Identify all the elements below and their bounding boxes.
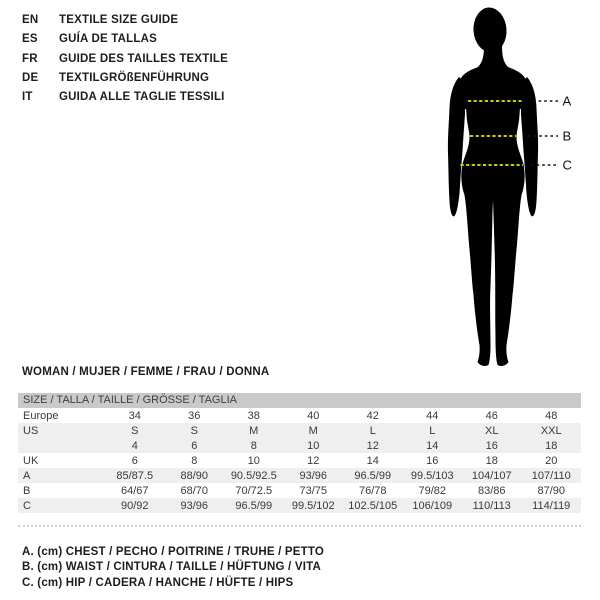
size-cell: 110/113 — [472, 499, 511, 512]
size-cell: 107/110 — [531, 469, 571, 482]
size-table — [18, 393, 581, 513]
table-row — [18, 423, 581, 438]
measure-label-b: B — [562, 128, 572, 144]
row-label: A — [23, 469, 31, 482]
silhouette-right-arm — [521, 77, 539, 216]
size-cell: 85/87.5 — [116, 469, 154, 482]
table-row — [18, 498, 581, 513]
size-cell: 16 — [426, 454, 439, 467]
row-label: B — [23, 484, 31, 497]
legend-line: A. (cm) CHEST / PECHO / POITRINE / TRUHE / PETTO — [22, 546, 325, 558]
size-cell: 99.5/102 — [291, 499, 335, 512]
row-label: UK — [23, 454, 39, 467]
size-cell: 6 — [131, 454, 138, 467]
language-title: GUÍA DE TALLAS — [59, 33, 157, 46]
size-cell: 93/96 — [299, 469, 328, 482]
language-code: IT — [22, 91, 33, 104]
size-cell: 46 — [485, 409, 498, 422]
row-label: Europe — [23, 409, 59, 422]
size-cell: 64/67 — [120, 484, 149, 497]
measure-label-a: A — [562, 93, 572, 109]
gender-heading: WOMAN / MUJER / FEMME / FRAU / DONNA — [22, 366, 270, 378]
legend-line: B. (cm) WAIST / CINTURA / TAILLE / HÜFTUNG / VITA — [22, 561, 321, 574]
size-cell: XXL — [540, 424, 562, 437]
size-table-body — [18, 408, 581, 513]
language-title: GUIDA ALLE TAGLIE TESSILI — [59, 91, 225, 104]
size-cell: 73/75 — [299, 484, 328, 497]
size-cell: M — [249, 424, 259, 437]
language-title: TEXTILGRÖßENFÜHRUNG — [59, 71, 210, 84]
size-cell: L — [369, 424, 376, 437]
language-row — [22, 69, 228, 88]
size-cell: XL — [485, 424, 499, 437]
dotted-divider — [18, 525, 581, 527]
size-cell: 48 — [545, 409, 558, 422]
legend-line: C. (cm) HIP / CADERA / HANCHE / HÜFTE / HIPS — [22, 576, 294, 589]
size-cell: L — [429, 424, 436, 437]
language-row — [22, 88, 228, 107]
size-cell: 18 — [545, 439, 558, 452]
row-label: US — [23, 424, 39, 437]
size-cell: 36 — [188, 409, 201, 422]
size-cell: 114/119 — [532, 499, 571, 512]
size-cell: 96.5/99 — [235, 499, 273, 512]
size-cell: 10 — [307, 439, 320, 452]
size-cell: 70/72.5 — [235, 484, 273, 497]
language-list — [22, 11, 228, 107]
size-cell: 104/107 — [471, 469, 512, 482]
size-cell: 83/86 — [477, 484, 506, 497]
size-cell: 79/82 — [418, 484, 447, 497]
table-row — [18, 453, 581, 468]
size-cell: 16 — [485, 439, 498, 452]
size-cell: 87/90 — [537, 484, 566, 497]
size-cell: S — [131, 424, 139, 437]
size-cell: 38 — [247, 409, 260, 422]
language-code: FR — [22, 52, 38, 65]
language-title: TEXTILE SIZE GUIDE — [59, 14, 179, 26]
size-cell: M — [308, 424, 318, 437]
measure-label-c: C — [562, 157, 572, 173]
language-row — [22, 11, 228, 30]
language-title: GUIDE DES TAILLES TEXTILE — [59, 52, 228, 65]
size-cell: 8 — [191, 454, 198, 467]
size-cell: 12 — [307, 454, 320, 467]
language-code: ES — [22, 33, 38, 46]
table-row — [18, 483, 581, 498]
language-code: EN — [22, 14, 39, 26]
size-cell: 42 — [366, 409, 379, 422]
size-cell: 34 — [128, 409, 141, 422]
size-cell: 76/78 — [358, 484, 387, 497]
size-cell: 14 — [426, 439, 439, 452]
measurement-legend — [22, 545, 324, 591]
size-cell: 20 — [545, 454, 558, 467]
size-cell: 90/92 — [120, 499, 149, 512]
language-code: DE — [22, 71, 39, 84]
language-row — [22, 30, 228, 49]
size-cell: 14 — [366, 454, 379, 467]
size-cell: 96.5/99 — [354, 469, 392, 482]
size-cell: 12 — [366, 439, 379, 452]
size-guide-figure — [440, 5, 600, 370]
size-cell: 10 — [247, 454, 260, 467]
woman-silhouette — [459, 45, 527, 366]
size-cell: 90.5/92.5 — [230, 469, 277, 482]
size-cell: 8 — [250, 439, 257, 452]
size-cell: S — [190, 424, 198, 437]
size-cell: 4 — [131, 439, 138, 452]
size-cell: 40 — [307, 409, 320, 422]
size-cell: 44 — [426, 409, 439, 422]
size-table-header: SIZE / TALLA / TAILLE / GRÖSSE / TAGLIA — [18, 393, 581, 408]
table-row — [18, 438, 581, 453]
size-cell: 102.5/105 — [348, 499, 398, 512]
size-cell: 68/70 — [180, 484, 209, 497]
size-cell: 6 — [191, 439, 198, 452]
size-cell: 99.5/103 — [410, 469, 454, 482]
language-row — [22, 50, 228, 69]
size-cell: 93/96 — [180, 499, 209, 512]
size-cell: 106/109 — [412, 499, 453, 512]
size-cell: 18 — [485, 454, 498, 467]
row-label: C — [23, 499, 31, 512]
size-cell: 88/90 — [180, 469, 209, 482]
silhouette-left-arm — [448, 77, 466, 216]
table-row — [18, 408, 581, 423]
table-row — [18, 468, 581, 483]
